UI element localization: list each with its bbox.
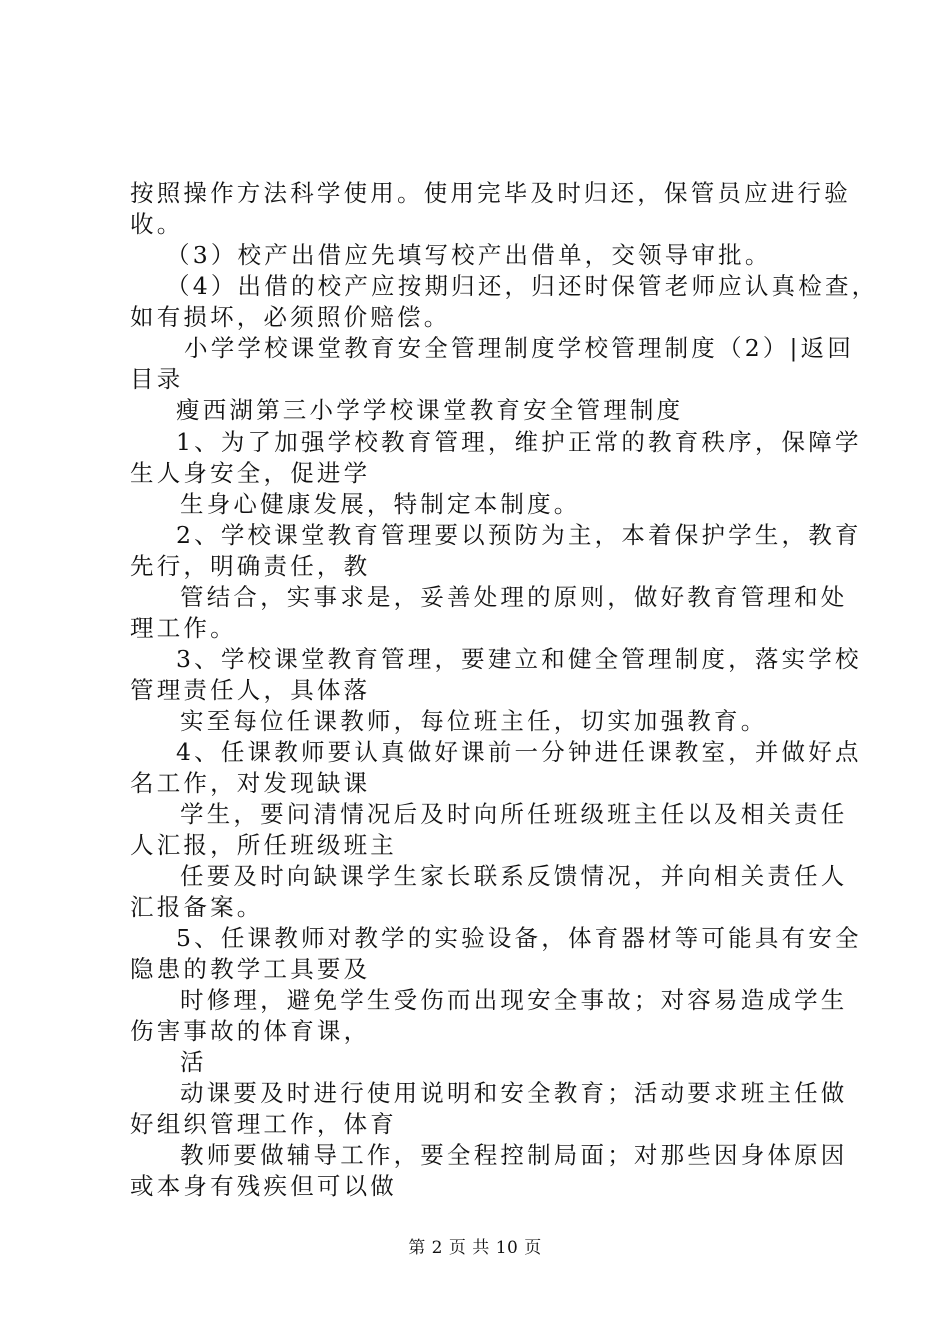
body-line: 隐患的教学工具要及 [130, 955, 371, 983]
body-line: 动课要及时进行使用说明和安全教育；活动要求班主任做 [180, 1079, 848, 1107]
body-line: 收。 [130, 210, 184, 238]
section-heading: 目录 [130, 365, 184, 393]
body-line: 如有损坏，必须照价赔偿。 [130, 303, 451, 331]
body-line: （4）出借的校产应按期归还，归还时保管老师应认真检查， [166, 272, 879, 300]
body-line: 名工作，对发现缺课 [130, 769, 371, 797]
body-line: 5、任课教师对教学的实验设备，体育器材等可能具有安全 [176, 924, 862, 952]
body-line: 或本身有残疾但可以做 [130, 1172, 397, 1200]
body-line: 2、学校课堂教育管理要以预防为主，本着保护学生，教育 [176, 521, 862, 549]
body-line: 管结合，实事求是，妥善处理的原则，做好教育管理和处 [180, 583, 848, 611]
body-line: 汇报备案。 [130, 893, 264, 921]
body-line: 学生，要问清情况后及时向所任班级班主任以及相关责任 [180, 800, 848, 828]
body-line: 3、学校课堂教育管理，要建立和健全管理制度，落实学校 [176, 645, 862, 673]
body-line: 伤害事故的体育课， [130, 1017, 371, 1045]
body-line: （3）校产出借应先填写校产出借单，交领导审批。 [166, 241, 772, 269]
body-line: 1、为了加强学校教育管理，维护正常的教育秩序，保障学 [176, 428, 862, 456]
body-line: 理工作。 [130, 614, 237, 642]
body-line: 按照操作方法科学使用。使用完毕及时归还，保管员应进行验 [130, 179, 851, 207]
page-number: 第 2 页 共 10 页 [408, 1238, 542, 1258]
body-line: 任要及时向缺课学生家长联系反馈情况，并向相关责任人 [180, 862, 848, 890]
section-heading: 小学学校课堂教育安全管理制度学校管理制度（2）|返回 [184, 334, 855, 362]
body-line: 实至每位任课教师，每位班主任，切实加强教育。 [180, 707, 768, 735]
body-line: 先行，明确责任，教 [130, 552, 371, 580]
body-line: 4、任课教师要认真做好课前一分钟进任课教室，并做好点 [176, 738, 862, 766]
document-title: 瘦西湖第三小学学校课堂教育安全管理制度 [176, 396, 684, 424]
body-line: 教师要做辅导工作，要全程控制局面；对那些因身体原因 [180, 1141, 848, 1169]
body-line: 时修理，避免学生受伤而出现安全事故；对容易造成学生 [180, 986, 848, 1014]
body-line: 生人身安全，促进学 [130, 459, 371, 487]
body-line: 生身心健康发展，特制定本制度。 [180, 490, 581, 518]
body-line: 好组织管理工作，体育 [130, 1110, 397, 1138]
body-line: 人汇报，所任班级班主 [130, 831, 397, 859]
body-line: 管理责任人，具体落 [130, 676, 371, 704]
body-line: 活 [180, 1048, 207, 1076]
